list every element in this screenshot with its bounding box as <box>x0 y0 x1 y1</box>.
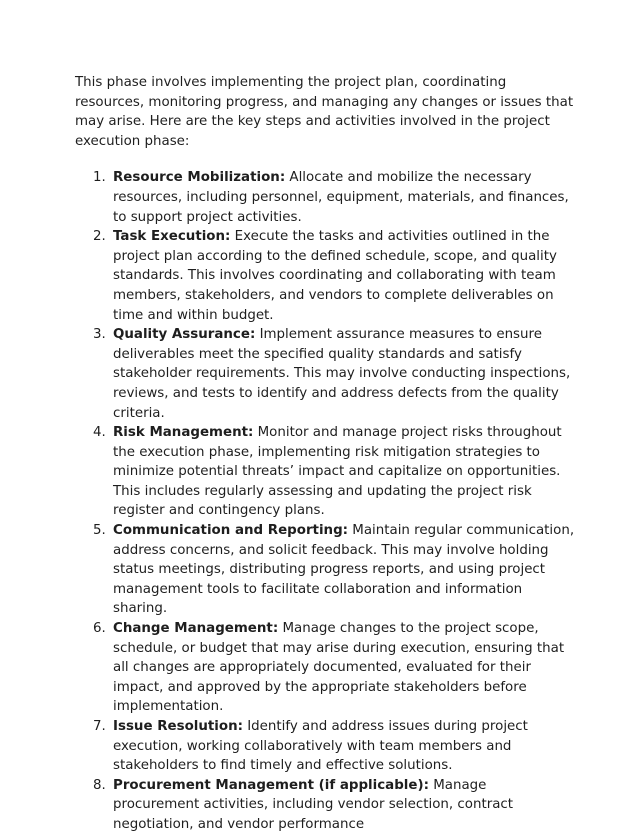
list-item-number: 3. <box>93 327 106 343</box>
list-item-title: Quality Assurance: <box>113 327 256 343</box>
list-item <box>75 521 575 619</box>
list-item-text: Execute the tasks and activities outlined in the project plan according to the defined schedule, scope, and quality standards. This involves coordinating and collaborating with team members, stakeholders, and vendors to complete deliverables on time and within budget. <box>113 229 557 323</box>
list-item <box>75 619 575 717</box>
document-page <box>75 73 575 835</box>
list-item-number: 4. <box>93 425 106 441</box>
list-item-title: Procurement Management (if applicable): <box>113 777 429 793</box>
list-item-title: Resource Mobilization: <box>113 170 286 186</box>
list-item-title: Risk Management: <box>113 425 254 441</box>
list-item-title: Task Execution: <box>113 229 231 245</box>
list-item-title: Change Management: <box>113 621 279 637</box>
list-item-number: 7. <box>93 719 106 734</box>
list-item-title: Communication and Reporting: <box>113 523 349 539</box>
list-item-title: Issue Resolution: <box>113 719 243 734</box>
execution-steps-list <box>75 168 575 834</box>
list-item-number: 1. <box>93 170 106 186</box>
list-item-text: Manage changes to the project scope, schedule, or budget that may arise during execution, ensuring that all changes are appropriately documented, evaluated for their impact, and approved by the appropriate stakeholders before implementation. <box>113 621 565 715</box>
list-item-number: 6. <box>93 621 106 637</box>
list-item <box>75 717 575 776</box>
list-item <box>75 227 575 325</box>
list-item <box>75 168 575 227</box>
list-item-number: 2. <box>93 229 106 245</box>
list-item-text: Monitor and manage project risks throughout the execution phase, implementing risk mitigation strategies to minimize potential threats’ impact and capitalize on opportunities. This includes regularly assessing and updating the project risk register and contingency plans. <box>113 425 562 519</box>
list-item-text: Implement assurance measures to ensure deliverables meet the specified quality standards and satisfy stakeholder requirements. This may involve conducting inspections, reviews, and tests to identify and address defects from the quality criteria. <box>113 327 571 421</box>
list-item-text: Allocate and mobilize the necessary resources, including personnel, equipment, materials, and finances, to support project activities. <box>113 170 569 225</box>
list-item <box>75 423 575 521</box>
intro-paragraph: This phase involves implementing the project plan, coordinating resources, monitoring progress, and managing any changes or issues that may arise. Here are the key steps and activities involved in the project execution phase: <box>75 75 574 149</box>
list-item-number: 8. <box>93 777 106 793</box>
list-item <box>75 325 575 423</box>
list-item-number: 5. <box>93 523 106 539</box>
list-item-text: Manage procurement activities, including vendor selection, contract negotiation, and vendor performance <box>113 777 514 832</box>
list-item-text: Maintain regular communication, address concerns, and solicit feedback. This may involve holding status meetings, distributing progress reports, and using project management tools to facilitate collaboration and information sharing. <box>113 523 575 617</box>
list-item-text: Identify and address issues during project execution, working collaboratively with team members and stakeholders to find timely and effective solutions. <box>113 719 528 774</box>
